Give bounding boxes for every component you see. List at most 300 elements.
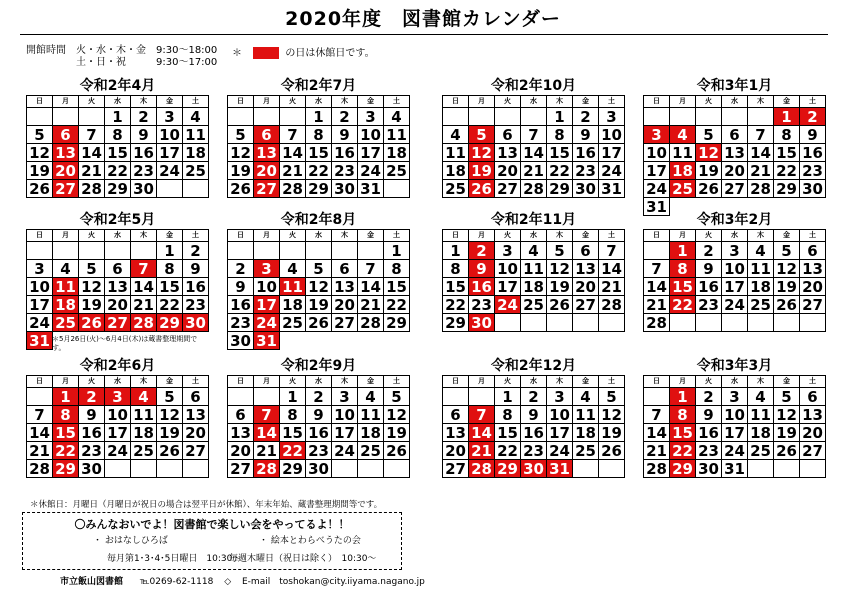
day-cell: 1	[670, 242, 696, 260]
weekday-header: 水	[521, 230, 547, 242]
weekday-header: 土	[599, 376, 625, 388]
empty-day-cell	[748, 314, 774, 332]
day-cell: 28	[280, 180, 306, 198]
day-cell: 30	[183, 314, 209, 332]
day-cell: 11	[358, 406, 384, 424]
month-table	[227, 229, 410, 350]
day-cell: 14	[358, 278, 384, 296]
day-cell: 10	[157, 126, 183, 144]
day-cell: 20	[800, 278, 826, 296]
empty-day-cell	[443, 388, 469, 406]
day-cell: 9	[573, 126, 599, 144]
day-cell: 28	[469, 460, 495, 478]
day-cell: 4	[748, 388, 774, 406]
month-title: 令和2年8月	[280, 212, 357, 228]
day-cell: 25	[573, 442, 599, 460]
weekday-header: 土	[800, 376, 826, 388]
day-cell: 8	[774, 126, 800, 144]
empty-day-cell	[696, 108, 722, 126]
day-cell: 5	[384, 388, 410, 406]
day-cell: 30	[306, 460, 332, 478]
empty-day-cell	[254, 242, 280, 260]
weekday-header: 火	[79, 96, 105, 108]
day-cell: 24	[27, 314, 53, 332]
empty-day-cell	[358, 460, 384, 478]
holiday-legend	[232, 44, 375, 59]
day-cell: 21	[131, 296, 157, 314]
day-cell: 20	[105, 296, 131, 314]
day-cell: 18	[443, 162, 469, 180]
day-cell: 20	[722, 162, 748, 180]
day-cell: 21	[521, 162, 547, 180]
day-cell: 28	[748, 180, 774, 198]
day-cell: 26	[547, 296, 573, 314]
day-cell: 30	[469, 314, 495, 332]
day-cell: 5	[696, 126, 722, 144]
day-cell: 25	[748, 442, 774, 460]
event-name-ohanashi: ・ おはなしひろば	[93, 536, 168, 546]
empty-day-cell	[306, 242, 332, 260]
day-cell: 10	[332, 406, 358, 424]
day-cell: 13	[105, 278, 131, 296]
day-cell: 20	[800, 424, 826, 442]
weekday-header: 火	[696, 96, 722, 108]
day-cell: 26	[228, 180, 254, 198]
day-cell: 12	[547, 260, 573, 278]
day-cell: 4	[131, 388, 157, 406]
day-cell: 2	[79, 388, 105, 406]
empty-day-cell	[774, 460, 800, 478]
day-cell: 18	[53, 296, 79, 314]
weekday-header: 木	[547, 230, 573, 242]
day-cell: 7	[748, 126, 774, 144]
empty-day-cell	[79, 242, 105, 260]
day-cell: 13	[443, 424, 469, 442]
day-cell: 24	[495, 296, 521, 314]
holiday-swatch	[253, 47, 279, 59]
day-cell: 29	[280, 460, 306, 478]
day-cell: 15	[157, 278, 183, 296]
weekday-header: 金	[358, 96, 384, 108]
weekday-header: 土	[384, 96, 410, 108]
day-cell: 13	[254, 144, 280, 162]
day-cell: 24	[547, 442, 573, 460]
day-cell: 8	[443, 260, 469, 278]
events-box	[22, 512, 402, 570]
day-cell: 4	[183, 108, 209, 126]
day-cell: 21	[280, 162, 306, 180]
day-cell: 26	[306, 314, 332, 332]
day-cell: 4	[443, 126, 469, 144]
weekday-header: 水	[306, 230, 332, 242]
day-cell: 18	[280, 296, 306, 314]
day-cell: 15	[547, 144, 573, 162]
day-cell: 5	[599, 388, 625, 406]
event-time-ohanashi: 毎月第1･3･4･5日曜日 10:30～	[107, 554, 242, 564]
day-cell: 23	[131, 162, 157, 180]
day-cell: 21	[748, 162, 774, 180]
day-cell: 18	[131, 424, 157, 442]
day-cell: 17	[722, 278, 748, 296]
day-cell: 26	[774, 442, 800, 460]
day-cell: 11	[384, 126, 410, 144]
day-cell: 11	[183, 126, 209, 144]
weekday-header: 日	[644, 376, 670, 388]
weekday-header: 金	[774, 96, 800, 108]
day-cell: 4	[280, 260, 306, 278]
day-cell: 2	[696, 388, 722, 406]
month-title: 令和2年4月	[79, 78, 156, 94]
day-cell: 26	[27, 180, 53, 198]
day-cell: 30	[573, 180, 599, 198]
day-cell: 1	[443, 242, 469, 260]
month-title: 令和2年7月	[280, 78, 357, 94]
weekday-header: 月	[670, 230, 696, 242]
legend-text: の日は休館日です。	[285, 48, 375, 59]
weekday-header: 日	[443, 376, 469, 388]
empty-day-cell	[644, 108, 670, 126]
day-cell: 25	[521, 296, 547, 314]
day-cell: 18	[384, 144, 410, 162]
day-cell: 16	[183, 278, 209, 296]
day-cell: 28	[644, 460, 670, 478]
day-cell: 12	[774, 406, 800, 424]
event-time-ehon: 毎週木曜日（祝日は除く） 10:30～	[229, 554, 377, 564]
day-cell: 28	[521, 180, 547, 198]
day-cell: 29	[53, 460, 79, 478]
empty-day-cell	[469, 388, 495, 406]
weekday-header: 月	[670, 376, 696, 388]
month-title: 令和2年6月	[79, 358, 156, 374]
day-cell: 15	[670, 424, 696, 442]
empty-day-cell	[495, 314, 521, 332]
day-cell: 27	[443, 460, 469, 478]
weekday-header: 火	[696, 376, 722, 388]
day-cell: 26	[79, 314, 105, 332]
day-cell: 9	[469, 260, 495, 278]
day-cell: 3	[722, 388, 748, 406]
day-cell: 11	[573, 406, 599, 424]
day-cell: 27	[800, 296, 826, 314]
day-cell: 3	[599, 108, 625, 126]
weekday-header: 木	[748, 96, 774, 108]
weekday-header: 月	[254, 376, 280, 388]
day-cell: 6	[254, 126, 280, 144]
weekday-header: 日	[644, 230, 670, 242]
day-cell: 13	[495, 144, 521, 162]
day-cell: 26	[157, 442, 183, 460]
day-cell: 18	[670, 162, 696, 180]
day-cell: 9	[800, 126, 826, 144]
weekday-header: 水	[722, 96, 748, 108]
day-cell: 9	[696, 260, 722, 278]
day-cell: 3	[105, 388, 131, 406]
weekday-header: 日	[27, 96, 53, 108]
day-cell: 28	[79, 180, 105, 198]
day-cell: 23	[469, 296, 495, 314]
weekday-header: 金	[573, 376, 599, 388]
day-cell: 16	[79, 424, 105, 442]
day-cell: 18	[521, 278, 547, 296]
day-cell: 1	[306, 108, 332, 126]
day-cell: 12	[228, 144, 254, 162]
day-cell: 10	[722, 406, 748, 424]
day-cell: 27	[53, 180, 79, 198]
day-cell: 6	[722, 126, 748, 144]
day-cell: 20	[228, 442, 254, 460]
day-cell: 28	[131, 314, 157, 332]
day-cell: 1	[53, 388, 79, 406]
day-cell: 18	[573, 424, 599, 442]
month-title: 令和3年2月	[696, 212, 773, 228]
weekday-header: 木	[547, 376, 573, 388]
weekday-header: 木	[131, 96, 157, 108]
weekday-header: 土	[183, 96, 209, 108]
day-cell: 6	[800, 242, 826, 260]
weekday-header: 火	[495, 230, 521, 242]
day-cell: 13	[800, 260, 826, 278]
weekday-header: 火	[495, 96, 521, 108]
day-cell: 31	[547, 460, 573, 478]
day-cell: 31	[358, 180, 384, 198]
day-cell: 3	[332, 388, 358, 406]
day-cell: 17	[105, 424, 131, 442]
day-cell: 11	[521, 260, 547, 278]
day-cell: 8	[547, 126, 573, 144]
day-cell: 30	[521, 460, 547, 478]
day-cell: 19	[157, 424, 183, 442]
empty-day-cell	[157, 180, 183, 198]
day-cell: 1	[280, 388, 306, 406]
empty-day-cell	[332, 242, 358, 260]
month-title: 令和2年5月	[79, 212, 156, 228]
day-cell: 4	[521, 242, 547, 260]
day-cell: 26	[774, 296, 800, 314]
day-cell: 14	[79, 144, 105, 162]
day-cell: 14	[748, 144, 774, 162]
day-cell: 15	[670, 278, 696, 296]
day-cell: 27	[495, 180, 521, 198]
day-cell: 4	[573, 388, 599, 406]
day-cell: 5	[547, 242, 573, 260]
closed-days-footnote: ＊休館日：月曜日（月曜日が祝日の場合は翌平日が休館）、年末年始、蔵書整理期間等です。	[30, 500, 383, 510]
empty-day-cell	[748, 108, 774, 126]
day-cell: 2	[228, 260, 254, 278]
empty-day-cell	[228, 242, 254, 260]
month-table	[442, 95, 625, 198]
day-cell: 30	[79, 460, 105, 478]
day-cell: 19	[599, 424, 625, 442]
day-cell: 23	[183, 296, 209, 314]
day-cell: 20	[573, 278, 599, 296]
weekday-header: 金	[573, 96, 599, 108]
weekday-header: 水	[521, 96, 547, 108]
day-cell: 19	[384, 424, 410, 442]
empty-day-cell	[774, 314, 800, 332]
day-cell: 3	[27, 260, 53, 278]
empty-day-cell	[358, 242, 384, 260]
day-cell: 25	[280, 314, 306, 332]
empty-day-cell	[332, 460, 358, 478]
weekday-header: 火	[79, 230, 105, 242]
day-cell: 6	[228, 406, 254, 424]
empty-day-cell	[53, 108, 79, 126]
day-cell: 7	[644, 260, 670, 278]
day-cell: 1	[774, 108, 800, 126]
day-cell: 19	[228, 162, 254, 180]
day-cell: 22	[547, 162, 573, 180]
day-cell: 9	[306, 406, 332, 424]
weekday-header: 火	[280, 96, 306, 108]
day-cell: 23	[332, 162, 358, 180]
day-cell: 6	[573, 242, 599, 260]
day-cell: 30	[696, 460, 722, 478]
day-cell: 2	[521, 388, 547, 406]
month-table	[442, 375, 625, 478]
month-title: 令和2年11月	[490, 212, 577, 228]
day-cell: 29	[495, 460, 521, 478]
day-cell: 6	[443, 406, 469, 424]
day-cell: 22	[384, 296, 410, 314]
day-cell: 22	[443, 296, 469, 314]
day-cell: 18	[358, 424, 384, 442]
day-cell: 19	[469, 162, 495, 180]
day-cell: 22	[670, 442, 696, 460]
weekday-header: 金	[774, 376, 800, 388]
day-cell: 25	[384, 162, 410, 180]
day-cell: 18	[748, 424, 774, 442]
day-cell: 4	[670, 126, 696, 144]
day-cell: 16	[228, 296, 254, 314]
empty-day-cell	[521, 108, 547, 126]
day-cell: 19	[306, 296, 332, 314]
day-cell: 23	[228, 314, 254, 332]
day-cell: 6	[800, 388, 826, 406]
month-table	[26, 95, 209, 198]
day-cell: 16	[521, 424, 547, 442]
day-cell: 30	[131, 180, 157, 198]
day-cell: 2	[332, 108, 358, 126]
day-cell: 24	[332, 442, 358, 460]
empty-day-cell	[183, 180, 209, 198]
day-cell: 29	[443, 314, 469, 332]
empty-day-cell	[495, 108, 521, 126]
empty-day-cell	[280, 242, 306, 260]
month-title: 令和3年3月	[696, 358, 773, 374]
weekday-header: 水	[306, 96, 332, 108]
library-email: E-mail toshokan@city.iiyama.nagano.jp	[242, 577, 425, 587]
legend-prefix: ＊	[232, 48, 242, 59]
day-cell: 15	[774, 144, 800, 162]
day-cell: 22	[280, 442, 306, 460]
weekday-header: 水	[722, 230, 748, 242]
library-contact	[60, 574, 425, 587]
empty-day-cell	[254, 388, 280, 406]
day-cell: 6	[495, 126, 521, 144]
day-cell: 14	[521, 144, 547, 162]
day-cell: 12	[79, 278, 105, 296]
day-cell: 25	[53, 314, 79, 332]
day-cell: 16	[573, 144, 599, 162]
day-cell: 8	[670, 406, 696, 424]
weekday-header: 金	[358, 376, 384, 388]
hours-time-weekend: 9:30～17:00	[156, 57, 218, 68]
day-cell: 5	[27, 126, 53, 144]
weekday-header: 水	[521, 376, 547, 388]
day-cell: 8	[280, 406, 306, 424]
weekday-header: 月	[469, 230, 495, 242]
day-cell: 28	[254, 460, 280, 478]
empty-day-cell	[157, 460, 183, 478]
day-cell: 26	[384, 442, 410, 460]
day-cell: 21	[254, 442, 280, 460]
day-cell: 29	[157, 314, 183, 332]
weekday-header: 木	[332, 376, 358, 388]
day-cell: 20	[183, 424, 209, 442]
empty-day-cell	[131, 242, 157, 260]
day-cell: 14	[131, 278, 157, 296]
day-cell: 11	[670, 144, 696, 162]
day-cell: 20	[443, 442, 469, 460]
day-cell: 29	[105, 180, 131, 198]
day-cell: 18	[748, 278, 774, 296]
page-title: 2020年度 図書館カレンダー	[285, 8, 561, 30]
day-cell: 17	[495, 278, 521, 296]
day-cell: 24	[644, 180, 670, 198]
month-table	[227, 95, 410, 198]
events-heading: 〇みんなおいでよ！図書館で楽しい会をやってるよ！！	[74, 518, 350, 531]
weekday-header: 月	[53, 376, 79, 388]
day-cell: 2	[573, 108, 599, 126]
day-cell: 13	[332, 278, 358, 296]
day-cell: 29	[306, 180, 332, 198]
day-cell: 19	[774, 278, 800, 296]
day-cell: 5	[469, 126, 495, 144]
day-cell: 17	[332, 424, 358, 442]
day-cell: 27	[573, 296, 599, 314]
day-cell: 24	[254, 314, 280, 332]
weekday-header: 火	[495, 376, 521, 388]
day-cell: 14	[599, 260, 625, 278]
day-cell: 1	[157, 242, 183, 260]
day-cell: 15	[495, 424, 521, 442]
day-cell: 28	[644, 314, 670, 332]
day-cell: 29	[384, 314, 410, 332]
weekday-header: 火	[79, 376, 105, 388]
day-cell: 26	[696, 180, 722, 198]
day-cell: 10	[495, 260, 521, 278]
day-cell: 30	[800, 180, 826, 198]
day-cell: 5	[774, 242, 800, 260]
day-cell: 13	[228, 424, 254, 442]
hours-days-weekday: 火・水・木・金	[76, 45, 146, 56]
day-cell: 31	[722, 460, 748, 478]
month-table	[442, 229, 625, 332]
weekday-header: 日	[27, 230, 53, 242]
weekday-header: 木	[748, 376, 774, 388]
day-cell: 19	[547, 278, 573, 296]
weekday-header: 水	[306, 376, 332, 388]
weekday-header: 水	[105, 376, 131, 388]
weekday-header: 月	[469, 96, 495, 108]
day-cell: 6	[332, 260, 358, 278]
day-cell: 14	[280, 144, 306, 162]
month-table	[26, 229, 209, 350]
day-cell: 10	[358, 126, 384, 144]
day-cell: 3	[358, 108, 384, 126]
weekday-header: 火	[280, 376, 306, 388]
empty-day-cell	[670, 314, 696, 332]
